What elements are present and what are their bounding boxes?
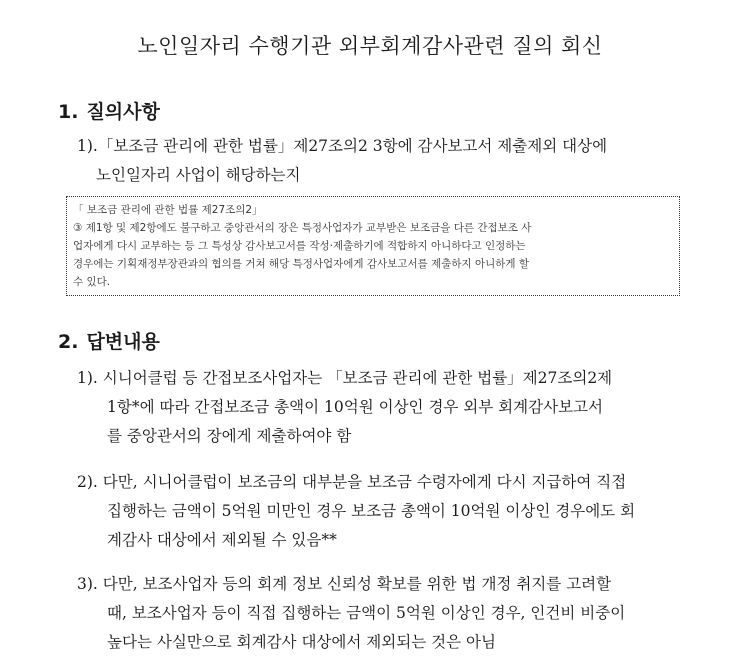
question-item-1	[77, 132, 677, 190]
answer-item-1-line-2: 1항*에 따라 간접보조금 총액이 10억원 이상인 경우 외부 회계감사보고서	[107, 398, 603, 416]
law-excerpt-box	[66, 196, 680, 296]
section-1-title: 질의사항	[86, 101, 160, 123]
answer-item-2	[77, 468, 687, 555]
question-item-1-line-2: 노인일자리 사업이 해당하는지	[96, 166, 301, 184]
answer-item-3-line-1: 3). 다만, 보조사업자 등의 회계 정보 신뢰성 확보를 위한 법 개정 취지를 고려할	[77, 575, 612, 593]
answer-item-1-line-3: 를 중앙관서의 장에게 제출하여야 함	[107, 427, 352, 445]
answer-item-1	[77, 364, 687, 451]
law-excerpt-line-2: ③ 제1항 및 제2항에도 불구하고 중앙관서의 장은 특정사업자가 교부받은 보조금을 다른 간접보조 사	[73, 222, 532, 234]
document-title: 노인일자리 수행기관 외부회계감사관련 질의 회신	[137, 34, 603, 58]
answer-item-3-line-2: 때, 보조사업자 등이 직접 집행하는 금액이 5억원 이상인 경우, 인건비 비중이	[107, 604, 626, 622]
answer-item-2-line-2: 집행하는 금액이 5억원 미만인 경우 보조금 총액이 10억원 이상인 경우에도 회	[107, 502, 636, 520]
law-excerpt-line-5: 수 있다.	[73, 276, 111, 288]
answer-item-2-line-1: 2). 다만, 시니어클럽이 보조금의 대부분을 보조금 수령자에게 다시 지급하여 직접	[77, 473, 627, 491]
answer-item-3	[77, 570, 687, 657]
section-2-heading	[58, 327, 160, 354]
law-excerpt-line-3: 업자에게 다시 교부하는 등 그 특성상 감사보고서를 작성·제출하기에 적합하지 아니하다고 인정하는	[73, 240, 526, 252]
section-2-number: 2.	[58, 331, 79, 353]
section-2-title: 답변내용	[86, 331, 160, 353]
section-1-number: 1.	[58, 101, 79, 123]
answer-item-3-line-3: 높다는 사실만으로 회계감사 대상에서 제외되는 것은 아님	[107, 633, 496, 651]
answer-item-2-line-3: 계감사 대상에서 제외될 수 있음**	[107, 531, 337, 549]
law-excerpt-line-4: 경우에는 기획재정부장관과의 협의를 거쳐 해당 특정사업자에게 감사보고서를 제출하지 아니하게 할	[73, 258, 530, 270]
question-item-1-line-1: 1).「보조금 관리에 관한 법률」제27조의2 3항에 감사보고서 제출제외 대상에	[77, 137, 608, 155]
answer-item-1-line-1: 1). 시니어클럽 등 간접보조사업자는 「보조금 관리에 관한 법률」제27조의2제	[77, 369, 613, 387]
section-1-heading	[58, 97, 160, 124]
law-excerpt-line-1: 「 보조금 관리에 관한 법률 제27조의2」	[73, 204, 263, 216]
